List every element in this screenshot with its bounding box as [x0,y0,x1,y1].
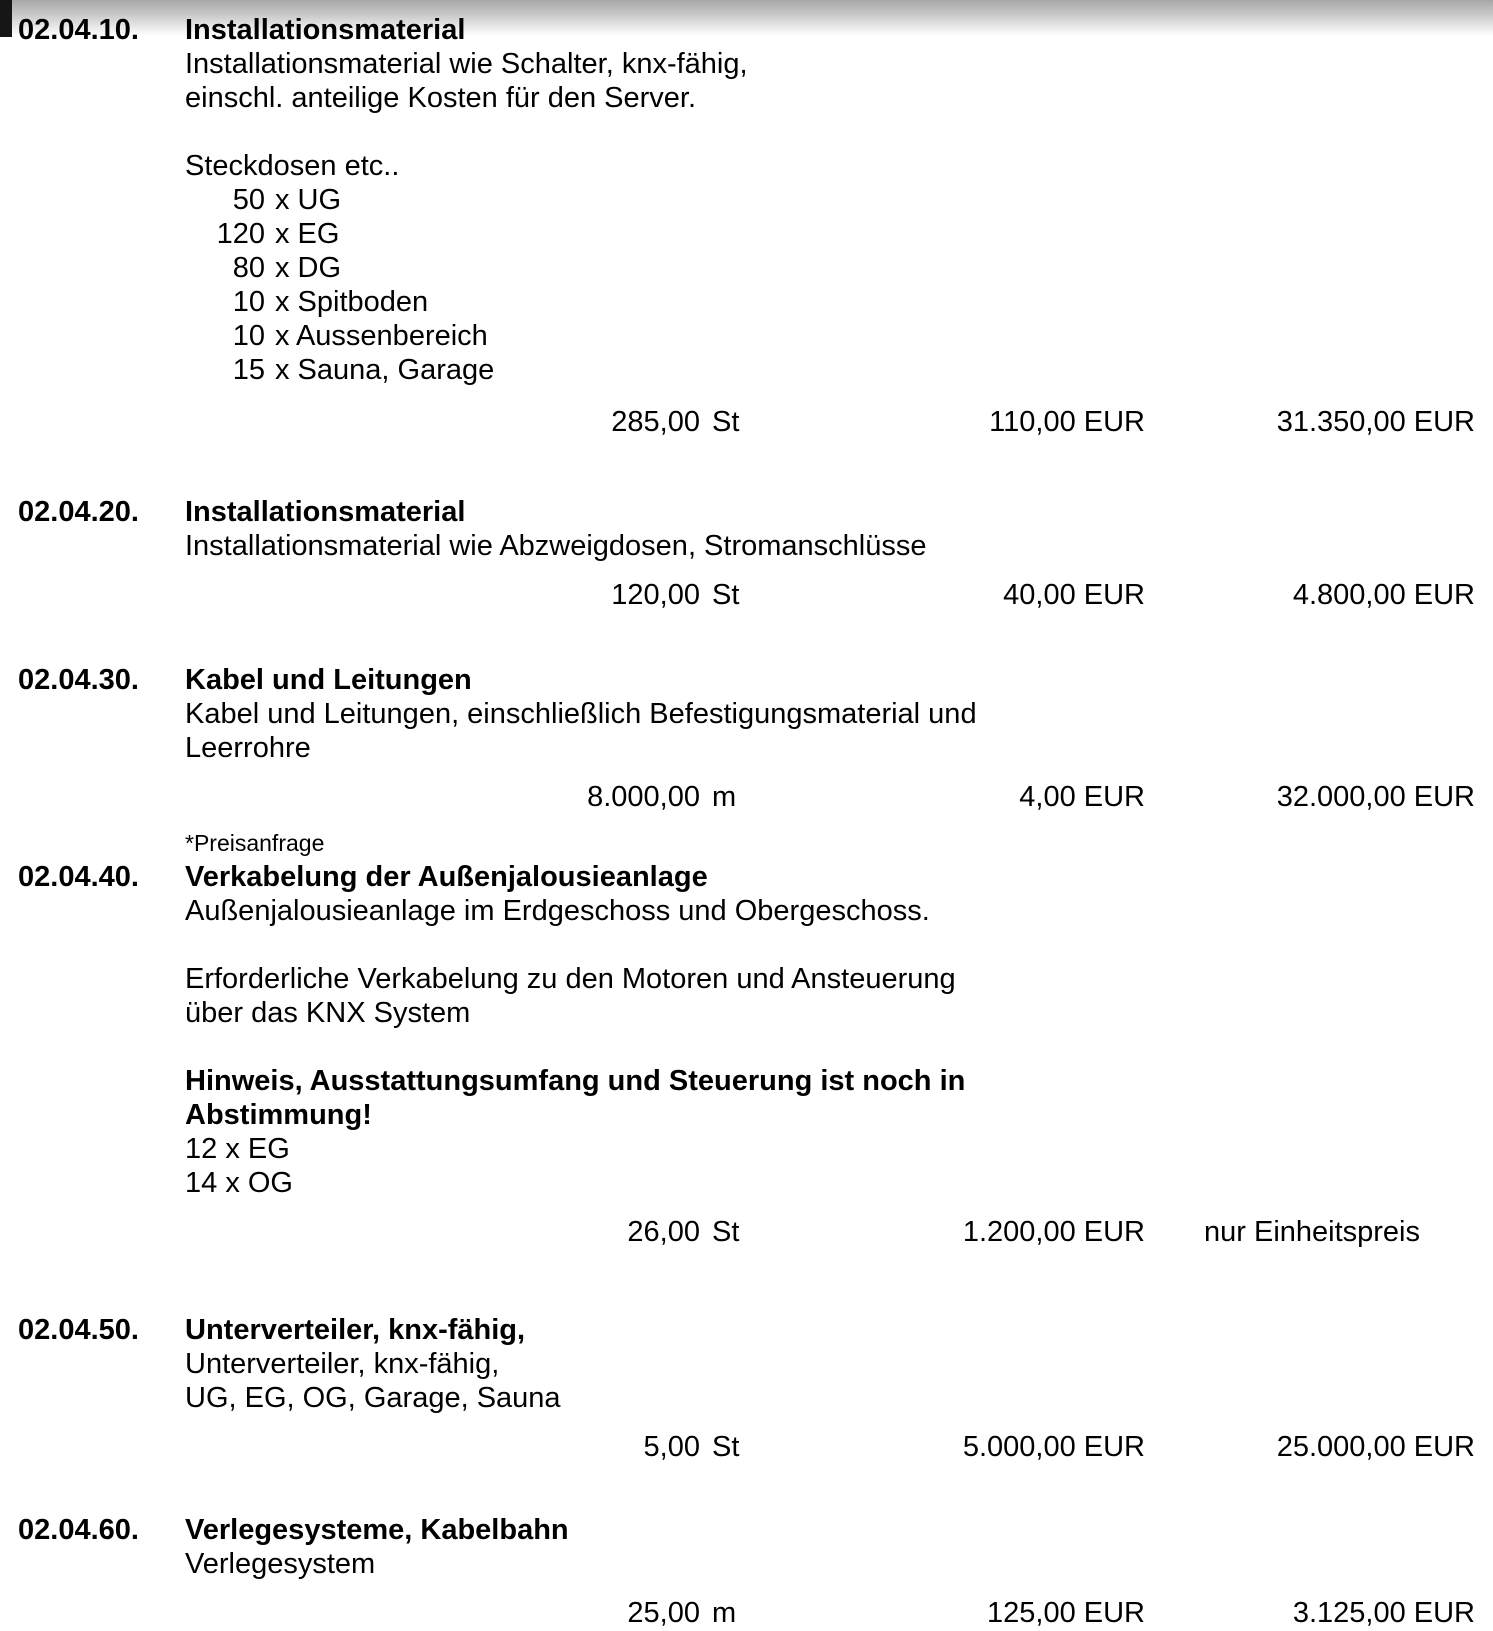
line-item [0,1313,1493,1463]
quantity-value: 5,00 [643,1431,700,1463]
unit-price: 1.200,00 EUR [962,1216,1145,1248]
unit-label: St [712,1216,740,1248]
unit-label: St [712,406,740,438]
description-line: UG, EG, OG, Garage, Sauna [185,1382,561,1414]
line-item [0,1513,1493,1629]
blank-line [185,1030,1493,1064]
unit-price: 5.000,00 EUR [962,1431,1145,1463]
note-line: Abstimmung! [185,1099,372,1131]
total-price: 32.000,00 EUR [1276,781,1475,813]
unit-price: 125,00 EUR [987,1597,1145,1629]
position-number: 02.04.30. [18,664,139,696]
detail-qty: 10 [232,320,265,352]
amounts-row [0,578,1493,612]
blank-line [185,928,1493,962]
position-number: 02.04.20. [18,496,139,528]
detail-qty: 15 [232,354,265,386]
detail-row [185,217,1493,251]
description-line: Leerrohre [185,732,311,764]
description-line: Installationsmaterial wie Abzweigdosen, Stromanschlüsse [185,530,927,562]
total-price: nur Einheitspreis [1204,1216,1420,1248]
description-line: Steckdosen etc.. [185,150,400,182]
item-title: Verlegesysteme, Kabelbahn [185,1514,569,1546]
amounts-row [0,1430,1493,1464]
position-number: 02.04.40. [18,861,139,893]
detail-label: x DG [275,252,342,284]
unit-price: 4,00 EUR [1019,781,1145,813]
position-number: 02.04.50. [18,1314,139,1346]
line-item [0,663,1493,856]
detail-row [185,319,1493,353]
unit-label: m [712,1597,737,1629]
position-number: 02.04.10. [18,14,139,46]
price-inquiry-footnote: *Preisanfrage [185,830,325,856]
description-line: 14 x OG [185,1167,293,1199]
quantity-value: 25,00 [627,1597,700,1629]
quantity-value: 120,00 [611,579,700,611]
quantity-value: 285,00 [611,406,700,438]
description-line: Unterverteiler, knx-fähig, [185,1348,500,1380]
line-item [0,13,1493,438]
amounts-row [0,1215,1493,1249]
line-item [0,860,1493,1248]
amounts-row [0,405,1493,439]
detail-label: x Sauna, Garage [275,354,495,386]
note-line: Hinweis, Ausstattungsumfang und Steuerung ist noch in [185,1065,966,1097]
amounts-row [0,1596,1493,1630]
unit-price: 40,00 EUR [1003,579,1145,611]
total-price: 31.350,00 EUR [1276,406,1475,438]
total-price: 4.800,00 EUR [1292,579,1475,611]
description-line: Verlegesystem [185,1548,376,1580]
detail-qty: 80 [232,252,265,284]
total-price: 3.125,00 EUR [1292,1597,1475,1629]
detail-row [185,353,1493,387]
description-line: einschl. anteilige Kosten für den Server. [185,82,697,114]
item-title: Verkabelung der Außenjalousieanlage [185,861,708,893]
detail-row [185,183,1493,217]
detail-row [185,251,1493,285]
position-number: 02.04.60. [18,1514,139,1546]
detail-label: x EG [275,218,340,250]
detail-qty: 120 [216,218,265,250]
detail-label: x Aussenbereich [275,320,488,352]
total-price: 25.000,00 EUR [1276,1431,1475,1463]
quantity-value: 26,00 [627,1216,700,1248]
description-line: Kabel und Leitungen, einschließlich Befestigungsmaterial und [185,698,977,730]
detail-qty: 50 [232,184,265,216]
unit-label: St [712,1431,740,1463]
item-title: Installationsmaterial [185,496,466,528]
description-line: 12 x EG [185,1133,290,1165]
item-title: Kabel und Leitungen [185,664,472,696]
detail-label: x Spitboden [275,286,429,318]
blank-line [185,115,1493,149]
description-line: über das KNX System [185,997,471,1029]
quantity-value: 8.000,00 [587,781,700,813]
line-item [0,495,1493,611]
item-title: Installationsmaterial [185,14,466,46]
item-title: Unterverteiler, knx-fähig, [185,1314,526,1346]
description-line: Außenjalousieanlage im Erdgeschoss und Obergeschoss. [185,895,930,927]
detail-row [185,285,1493,319]
description-line: Erforderliche Verkabelung zu den Motoren und Ansteuerung [185,963,956,995]
description-line: Installationsmaterial wie Schalter, knx-fähig, [185,48,748,80]
amounts-row [0,780,1493,814]
unit-price: 110,00 EUR [989,406,1145,438]
unit-label: m [712,781,737,813]
detail-qty: 10 [232,286,265,318]
unit-label: St [712,579,740,611]
detail-label: x UG [275,184,342,216]
